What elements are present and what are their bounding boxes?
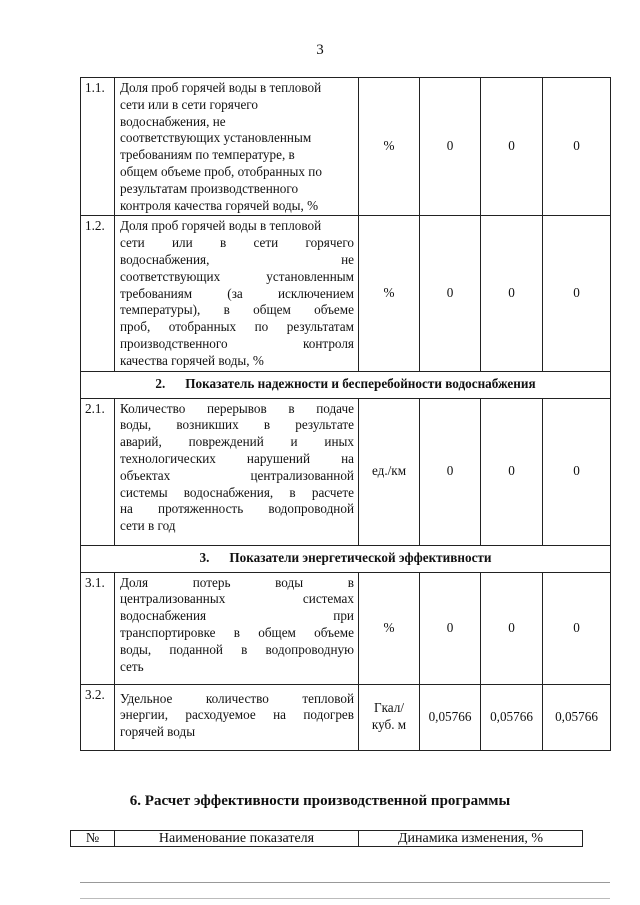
name-line: общем объеме проб, отобранных по: [120, 163, 322, 179]
name-line: аварий, повреждений и иных: [120, 434, 354, 450]
indicator-name: [115, 78, 359, 216]
column-header-number: №: [71, 831, 115, 847]
divider: [80, 898, 610, 899]
value-1: 0: [420, 216, 481, 371]
value-3: 0: [543, 572, 611, 684]
name-line: транспортировке в общем объеме: [120, 624, 354, 640]
name-line: Доля проб горячей воды в тепловой: [120, 218, 322, 234]
name-line: централизованных системах: [120, 591, 354, 607]
name-line: требованиям (за исключением: [120, 285, 354, 301]
row-number: 3.1.: [81, 572, 115, 684]
unit: [359, 684, 420, 750]
page-number: 3: [316, 42, 324, 58]
name-line: результатам производственного: [120, 180, 299, 196]
table-row: [81, 572, 611, 684]
table-row: [81, 684, 611, 750]
name-line: системы водоснабжения, в расчете: [120, 484, 354, 500]
section-title: Показатель надежности и бесперебойности водоснабжения: [185, 376, 536, 392]
indicators-table: [80, 77, 611, 751]
name-line: качества горячей воды, %: [120, 352, 264, 368]
name-line: соответствующих установленным: [120, 268, 354, 284]
name-line: воды, возникших в результате: [120, 417, 354, 433]
indicator-name: [115, 684, 359, 750]
name-line: производственного контроля: [120, 335, 354, 351]
name-line: Количество перерывов в подаче: [120, 400, 354, 416]
value-3: 0: [543, 78, 611, 216]
name-line: сети или в сети горячего: [120, 96, 258, 112]
row-number: 3.2.: [81, 684, 115, 750]
value-1: 0,05766: [420, 684, 481, 750]
name-line: технологических нарушений на: [120, 450, 354, 466]
section-header: [81, 545, 611, 572]
name-line: температуры), в общем объеме: [120, 302, 354, 318]
table-header-row: [71, 831, 583, 847]
value-2: 0,05766: [481, 684, 543, 750]
section-row: [81, 371, 611, 398]
name-line: сети или в сети горячего: [120, 235, 354, 251]
value-3: 0: [543, 398, 611, 545]
table-row: [81, 398, 611, 545]
value-2: 0: [481, 216, 543, 371]
unit-line: Гкал/: [373, 700, 405, 716]
name-line: контроля качества горячей воды, %: [120, 197, 319, 213]
row-number: 1.2.: [81, 216, 115, 371]
indicator-name: [115, 572, 359, 684]
unit: ед./км: [359, 398, 420, 545]
name-line: на протяженность водопроводной: [120, 501, 354, 517]
value-3: 0,05766: [543, 684, 611, 750]
name-line: соответствующих установленным: [120, 130, 312, 146]
name-line: водоснабжения, не: [120, 251, 354, 267]
name-line: воды, поданной в водопроводную: [120, 641, 354, 657]
name-line: Удельное количество тепловой: [120, 690, 354, 706]
name-line: водоснабжения, не: [120, 113, 226, 129]
efficiency-table: [70, 830, 583, 847]
value-2: 0: [481, 78, 543, 216]
divider: [80, 882, 610, 883]
indicator-name: [115, 216, 359, 371]
name-line: Доля проб горячей воды в тепловой: [120, 80, 322, 95]
table-row: [81, 78, 611, 216]
name-line: энергии, расходуемое на подогрев: [120, 707, 354, 723]
value-1: 0: [420, 572, 481, 684]
section-header: [81, 371, 611, 398]
value-2: 0: [481, 572, 543, 684]
value-2: 0: [481, 398, 543, 545]
section-number: 3.: [199, 550, 210, 566]
name-line: объектах централизованной: [120, 467, 354, 483]
value-1: 0: [420, 398, 481, 545]
value-3: 0: [543, 216, 611, 371]
name-line: сеть: [120, 658, 144, 674]
name-line: сети в год: [120, 518, 176, 534]
section-heading: 6. Расчет эффективности производственной программы: [129, 793, 511, 809]
indicator-name: [115, 398, 359, 545]
section-row: [81, 545, 611, 572]
unit: %: [359, 78, 420, 216]
section-number: 2.: [155, 376, 166, 392]
table-row: [81, 216, 611, 371]
name-line: горячей воды: [120, 724, 196, 740]
unit: %: [359, 572, 420, 684]
column-header-name: Наименование показателя: [115, 831, 359, 847]
column-header-dynamics: Динамика изменения, %: [359, 831, 583, 847]
section-title: Показатели энергетической эффективности: [229, 550, 492, 566]
row-number: 2.1.: [81, 398, 115, 545]
name-line: требованиям по температуре, в: [120, 147, 295, 163]
value-1: 0: [420, 78, 481, 216]
name-line: Доля потерь воды в: [120, 574, 354, 590]
unit-line: куб. м: [371, 717, 407, 733]
unit: %: [359, 216, 420, 371]
row-number: 1.1.: [81, 78, 115, 216]
name-line: водоснабжения при: [120, 608, 354, 624]
name-line: проб, отобранных по результатам: [120, 319, 354, 335]
